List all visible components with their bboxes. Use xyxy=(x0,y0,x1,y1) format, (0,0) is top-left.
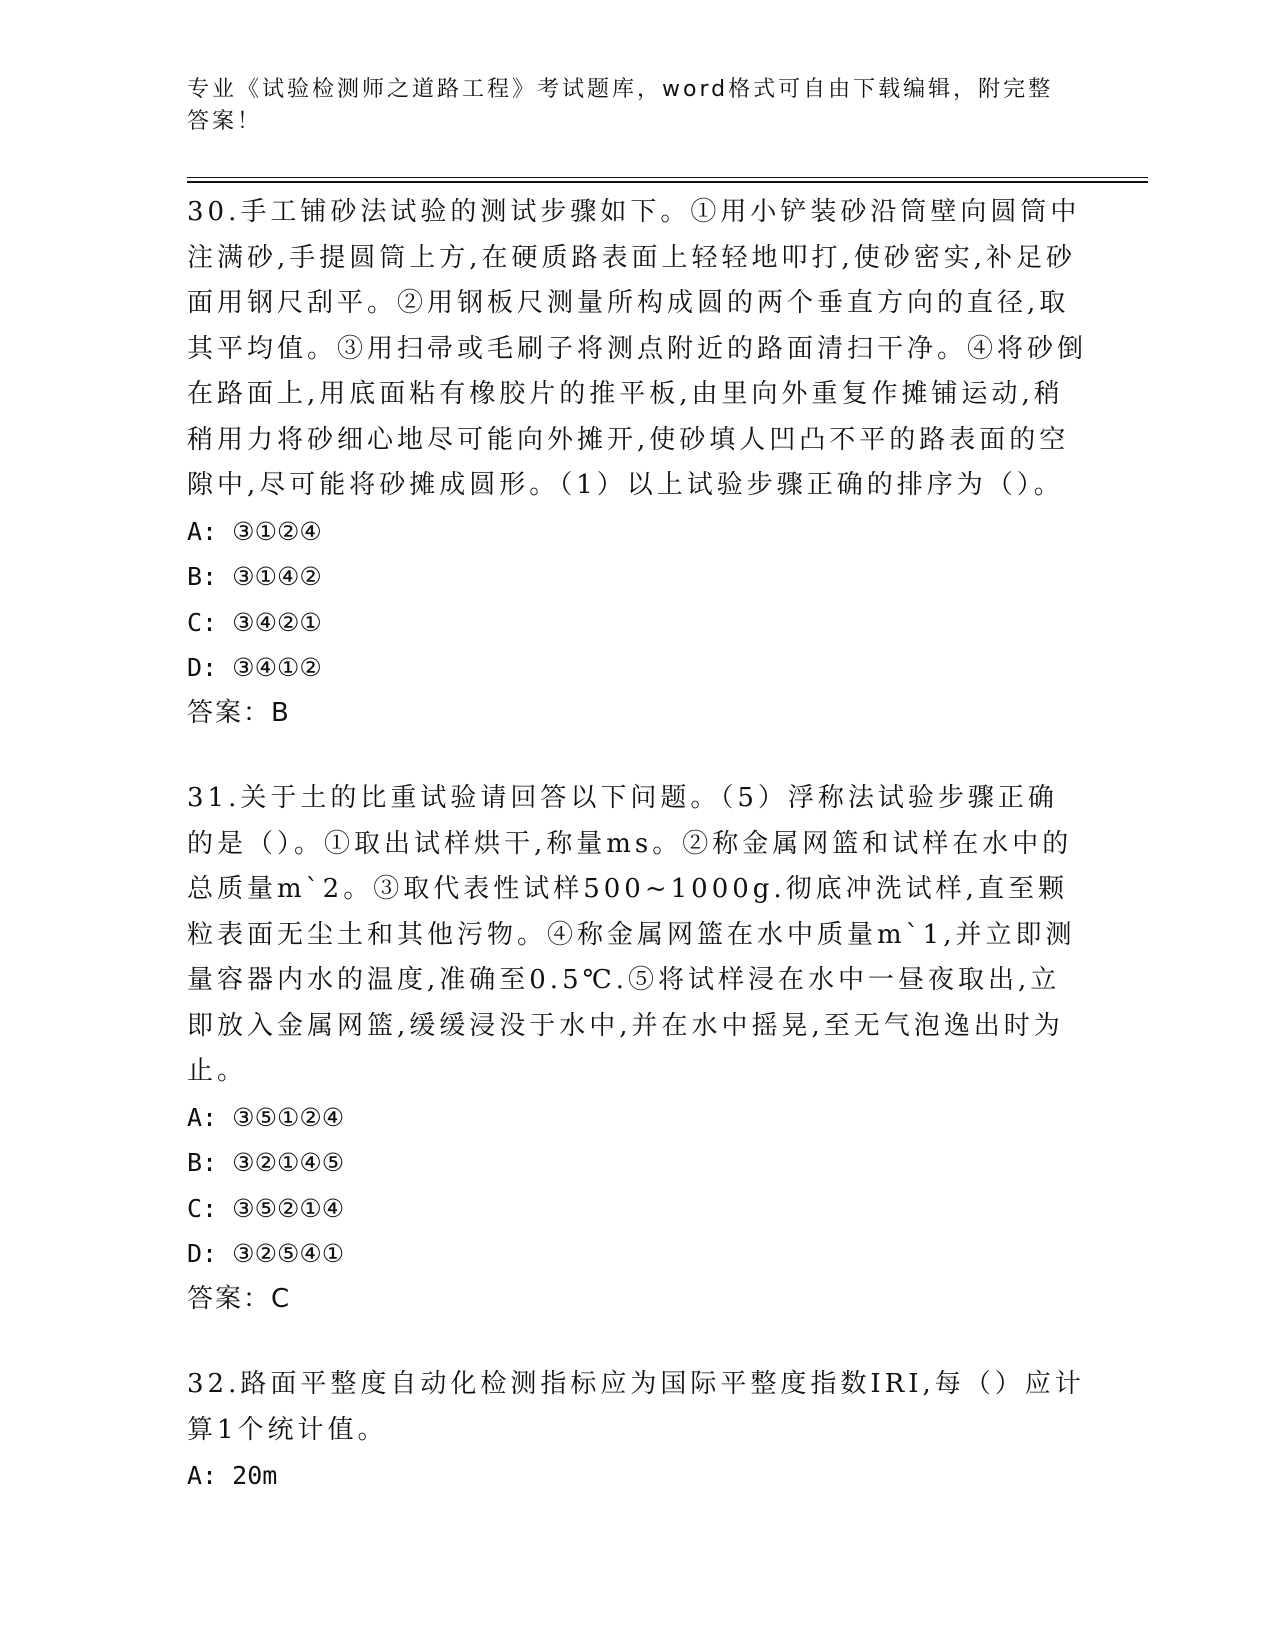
question-list xyxy=(187,190,1087,1539)
option-b: B: ③②①④⑤ xyxy=(187,1148,345,1177)
question-32 xyxy=(187,1362,1087,1499)
question-stem: 30.手工铺砂法试验的测试步骤如下。①用小铲装砂沿筒壁向圆筒中注满砂,手提圆筒上方,在硬质路表面上轻轻地叩打,使砂密实,补足砂面用钢尺刮平。②用钢板尺测量所构成圆的两个垂直方向的直径,取其平均值。③用扫帚或毛刷子将测点附近的路面清扫干净。④将砂倒在路面上,用底面粘有橡胶片的推平板,由里向外重复作摊铺运动,稍稍用力将砂细心地尽可能向外摊开,使砂填人凹凸不平的路表面的空隙中,尽可能将砂摊成圆形。（1）以上试验步骤正确的排序为（）。 xyxy=(187,197,1088,500)
header-rule-thin xyxy=(187,177,1148,178)
option-d: D: ③④①② xyxy=(187,653,322,682)
question-30 xyxy=(187,190,1087,736)
option-c: C: ③⑤②①④ xyxy=(187,1193,345,1223)
document-header: 专业《试验检测师之道路工程》考试题库，word格式可自由下载编辑，附完整答案！ xyxy=(187,77,1054,134)
question-stem: 32.路面平整度自动化检测指标应为国际平整度指数IRI,每（）应计算1个统计值。 xyxy=(187,1369,1085,1445)
answer-line: 答案：B xyxy=(187,697,291,728)
question-stem: 31.关于土的比重试验请回答以下问题。（5）浮称法试验步骤正确的是（）。①取出试样烘干,称量ms。②称金属网篮和试样在水中的总质量m`2。③取代表性试样500~1000g.彻底冲洗试样,直至颗粒表面无尘土和其他污物。④称金属网篮在水中质量m`1,并立即测量容器内水的温度,准确至0.5℃.⑤将试样浸在水中一昼夜取出,立即放入金属网篮,缓缓浸没于水中,并在水中摇晃,至无气泡逸出时为止。 xyxy=(187,783,1076,1086)
option-b: B: ③①④② xyxy=(187,562,322,591)
option-a: A: ③①②④ xyxy=(187,516,322,546)
option-d: D: ③②⑤④① xyxy=(187,1239,345,1268)
option-a: A: 20m xyxy=(187,1461,278,1490)
header-rule-thick xyxy=(187,181,1148,183)
question-31 xyxy=(187,776,1087,1322)
answer-line: 答案：C xyxy=(187,1283,292,1314)
option-a: A: ③⑤①②④ xyxy=(187,1102,345,1132)
option-c: C: ③④②① xyxy=(187,607,322,637)
